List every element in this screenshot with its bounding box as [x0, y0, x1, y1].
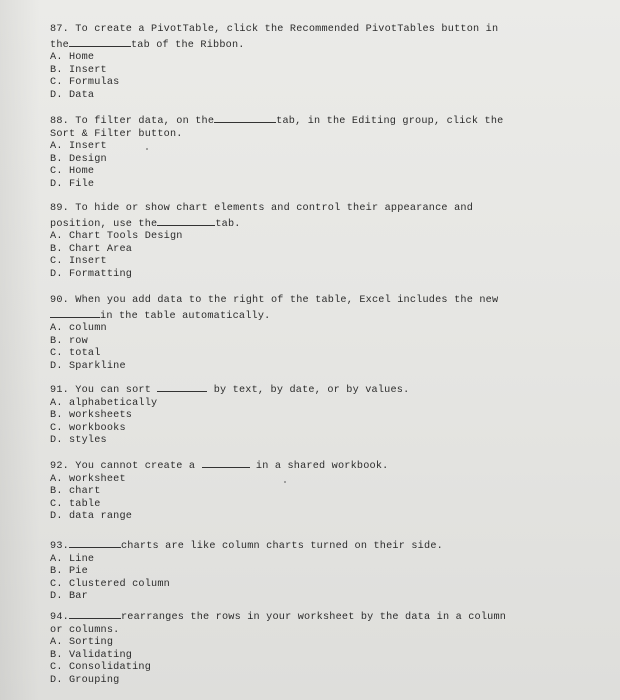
question-87-line-2-text: tab of the Ribbon.: [130, 39, 245, 51]
option-d: D. Bar: [50, 591, 88, 603]
question-88-line-1: [50, 113, 550, 129]
option-a: A. alphabetically: [50, 397, 158, 409]
question-91-text-a: 91. You can sort: [50, 385, 152, 396]
question-89: [50, 203, 550, 282]
option-c: C. Home: [50, 166, 95, 178]
question-92-text-b: in a shared workbook.: [255, 461, 389, 472]
question-87-line-2: [50, 37, 550, 53]
question-90-line-2-text: in the table automatically.: [100, 310, 271, 322]
question-87: [50, 24, 550, 103]
question-87-line-1: 87. To create a PivotTable, click the Recommended PivotTables button in: [50, 24, 499, 35]
question-94-text-b: rearranges the rows in your worksheet by the data in a column: [120, 612, 507, 623]
option-d: D. Data: [50, 89, 95, 101]
stray-mark: [284, 481, 286, 483]
option-c: C. total: [50, 348, 101, 360]
question-93-text-a: 93.: [50, 541, 69, 552]
option-b: B. Validating: [50, 649, 133, 661]
option-b: B. Design: [50, 153, 107, 165]
option-d: D. data range: [50, 511, 133, 523]
option-a: A. worksheet: [50, 473, 126, 485]
question-92-line-1: [50, 458, 550, 474]
question-94-text-a: 94.: [50, 612, 69, 623]
question-93-line-1: [50, 538, 550, 554]
question-87-prefix: the: [50, 39, 69, 51]
question-90: [50, 295, 550, 374]
option-a: A. Home: [50, 52, 95, 64]
option-b: B. Chart Area: [50, 243, 133, 255]
option-c: C. Insert: [50, 256, 107, 268]
answer-blank: [69, 609, 121, 619]
answer-blank: [50, 308, 100, 318]
question-88-text-b: tab, in the Editing group, click the: [276, 116, 504, 127]
option-a: A. Sorting: [50, 637, 114, 649]
option-b: B. Pie: [50, 566, 88, 578]
question-90-line-1: 90. When you add data to the right of the table, Excel includes the new: [50, 295, 499, 306]
option-d: D. Sparkline: [50, 360, 126, 372]
option-c: C. Clustered column: [50, 578, 170, 590]
option-d: D. File: [50, 178, 95, 190]
question-92: [50, 458, 550, 524]
question-92-text-a: 92. You cannot create a: [50, 461, 196, 472]
answer-blank: [157, 382, 207, 392]
option-a: A. Insert: [50, 141, 107, 153]
stray-mark: [146, 148, 148, 150]
option-b: B. row: [50, 335, 88, 347]
option-d: D. styles: [50, 435, 107, 447]
option-a: A. Line: [50, 553, 95, 565]
answer-blank: [202, 458, 250, 468]
answer-blank: [214, 113, 276, 123]
answer-blank: [157, 216, 215, 226]
question-89-line-1: 89. To hide or show chart elements and control their appearance and: [50, 203, 474, 214]
option-b: B. worksheets: [50, 410, 133, 422]
question-94-line-2: or columns.: [50, 624, 120, 636]
question-93: [50, 538, 550, 604]
question-93-text-b: charts are like column charts turned on their side.: [120, 541, 443, 552]
question-94: [50, 609, 550, 688]
option-a: A. column: [50, 323, 107, 335]
option-c: C. workbooks: [50, 422, 126, 434]
question-94-line-1: [50, 609, 550, 625]
option-c: C. Formulas: [50, 77, 120, 89]
question-88: [50, 113, 550, 192]
question-89-text-a: position, use the: [50, 218, 158, 230]
answer-blank: [69, 538, 121, 548]
option-b: B. Insert: [50, 64, 107, 76]
question-89-text-b: tab.: [215, 218, 241, 230]
option-d: D. Grouping: [50, 674, 120, 686]
option-c: C. table: [50, 498, 101, 510]
question-91-text-b: by text, by date, or by values.: [213, 385, 410, 396]
option-a: A. Chart Tools Design: [50, 231, 183, 243]
question-91: [50, 382, 550, 448]
question-88-text-a: 88. To filter data, on the: [50, 116, 215, 127]
question-91-line-1: [50, 382, 550, 398]
question-88-line-2: Sort & Filter button.: [50, 128, 183, 140]
option-c: C. Consolidating: [50, 662, 152, 674]
option-d: D. Formatting: [50, 268, 133, 280]
question-90-line-2: [50, 308, 550, 324]
question-89-line-2: [50, 216, 550, 232]
option-b: B. chart: [50, 486, 101, 498]
page-shadow: [0, 0, 40, 700]
answer-blank: [69, 37, 131, 47]
